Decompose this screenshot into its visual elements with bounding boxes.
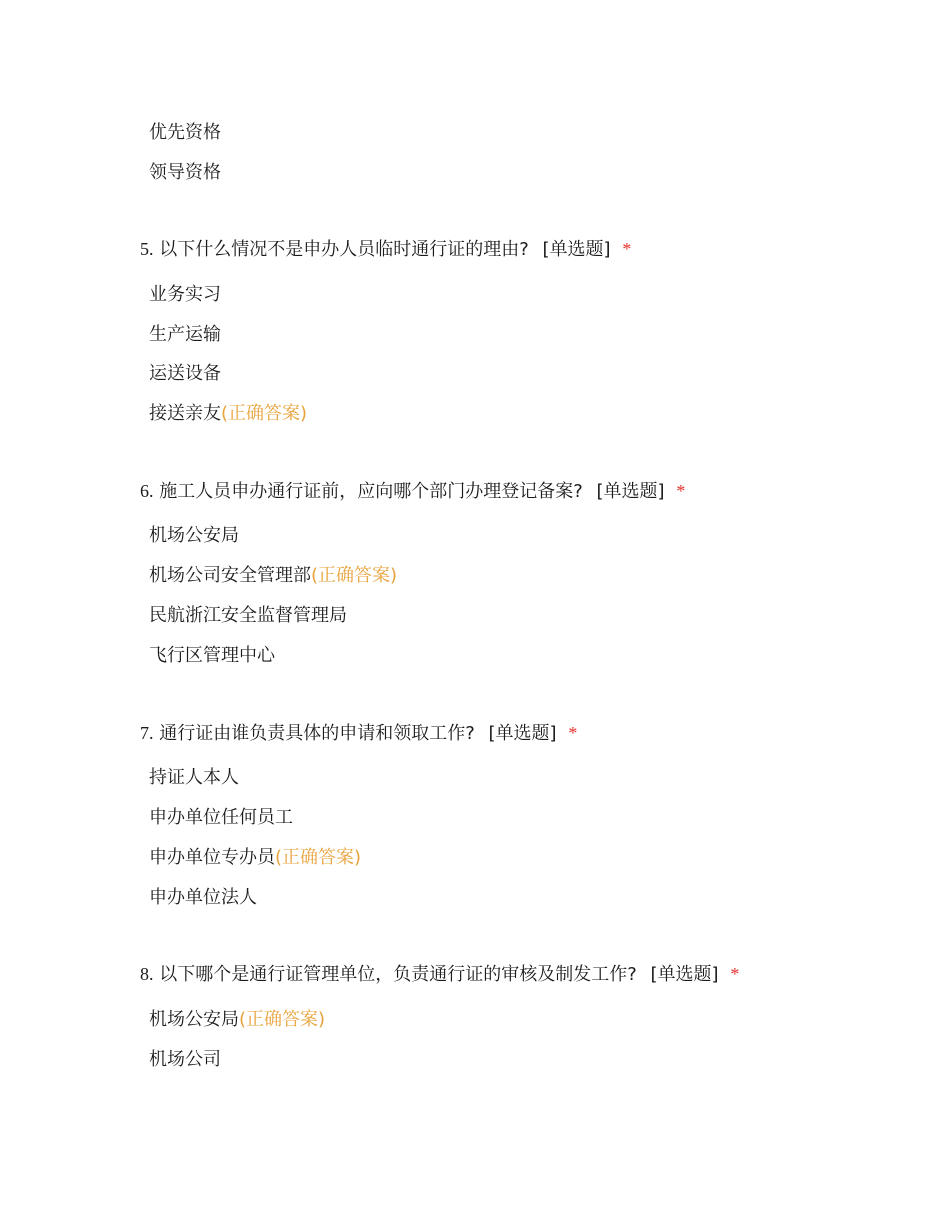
option-text: 接送亲友 <box>149 403 221 424</box>
option-item <box>149 1008 325 1032</box>
question-type: [单选题] <box>650 964 719 985</box>
option-item <box>149 644 275 668</box>
option-item <box>149 402 307 426</box>
question-text: 以下什么情况不是申办人员临时通行证的理由? <box>159 239 529 260</box>
correct-answer-mark: (正确答案) <box>221 403 308 424</box>
required-marker: * <box>676 481 686 501</box>
option-item <box>149 362 221 386</box>
option-text: 机场公安局 <box>149 1009 239 1030</box>
correct-answer-mark: (正确答案) <box>239 1009 326 1030</box>
option-text: 飞行区管理中心 <box>149 645 275 666</box>
question-text: 通行证由谁负责具体的申请和领取工作? <box>159 723 475 744</box>
question-type: [单选题] <box>488 723 557 744</box>
option-item <box>149 323 221 347</box>
option-item <box>149 283 221 307</box>
option-text: 运送设备 <box>149 363 221 384</box>
question-title-8 <box>140 962 739 987</box>
question-type: [单选题] <box>542 239 611 260</box>
correct-answer-mark: (正确答案) <box>311 565 398 586</box>
option-item <box>149 161 221 185</box>
option-text: 民航浙江安全监督管理局 <box>149 605 347 626</box>
question-text: 以下哪个是通行证管理单位，负责通行证的审核及制发工作? <box>159 964 637 985</box>
option-text: 申办单位任何员工 <box>149 807 293 828</box>
option-item <box>149 1048 221 1072</box>
option-item <box>149 564 397 588</box>
option-text: 持证人本人 <box>149 767 239 788</box>
question-number: 5. <box>140 239 154 259</box>
option-text: 机场公司 <box>149 1049 221 1070</box>
option-item <box>149 766 239 790</box>
question-type: [单选题] <box>596 481 665 502</box>
option-text: 业务实习 <box>149 284 221 305</box>
question-title-6 <box>140 479 685 504</box>
question-number: 6. <box>140 481 154 501</box>
required-marker: * <box>622 239 632 259</box>
question-number: 7. <box>140 723 154 743</box>
option-text: 生产运输 <box>149 324 221 345</box>
option-text: 领导资格 <box>149 162 221 183</box>
correct-answer-mark: (正确答案) <box>275 847 362 868</box>
question-title-5 <box>140 237 631 262</box>
option-text: 机场公安局 <box>149 525 239 546</box>
question-text: 施工人员申办通行证前，应向哪个部门办理登记备案? <box>159 481 583 502</box>
option-item <box>149 846 361 870</box>
option-item <box>149 121 221 145</box>
option-item <box>149 604 347 628</box>
option-text: 申办单位专办员 <box>149 847 275 868</box>
question-title-7 <box>140 721 577 746</box>
option-item <box>149 524 239 548</box>
option-item <box>149 806 293 830</box>
required-marker: * <box>568 723 578 743</box>
option-item <box>149 886 257 910</box>
question-number: 8. <box>140 964 154 984</box>
option-text: 申办单位法人 <box>149 887 257 908</box>
option-text: 机场公司安全管理部 <box>149 565 311 586</box>
required-marker: * <box>730 964 740 984</box>
option-text: 优先资格 <box>149 122 221 143</box>
